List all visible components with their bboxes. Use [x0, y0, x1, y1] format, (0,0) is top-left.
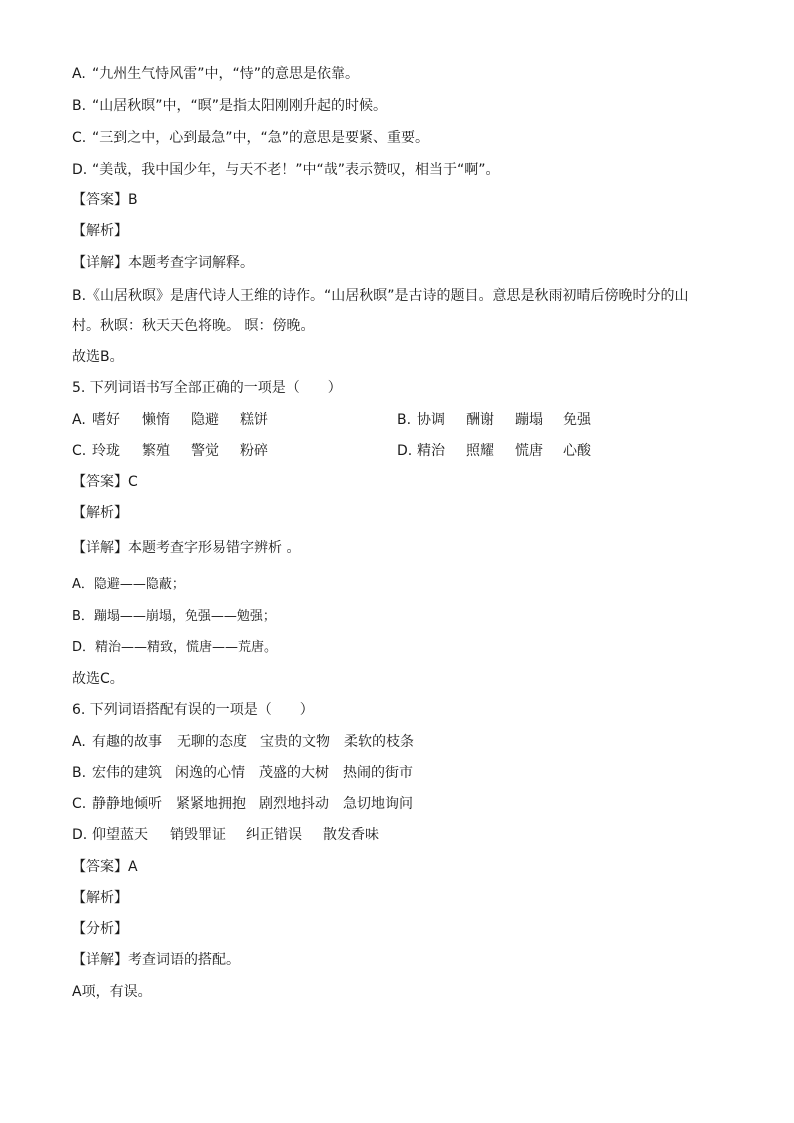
option-word: 心酸 [563, 443, 591, 459]
q5-options-row-2 [0, 441, 794, 461]
option-word: 免强 [563, 412, 591, 428]
q5-detail: 【详解】本题考查字形易错字辨析 。 [72, 540, 301, 556]
option-word: 纠正错误 [246, 827, 302, 843]
q6-option-a [0, 732, 794, 752]
q5-conclusion: 故选C。 [72, 671, 124, 687]
q5-correction-d: D．精治——精致，慌唐——荒唐。 [72, 640, 278, 655]
option-text: “山居秋暝”中，“暝”是指太阳刚刚升起的时候。 [92, 98, 388, 114]
q6-analysis-heading: 【解析】 [72, 890, 128, 906]
option-label: A. [72, 734, 86, 750]
option-text: “九州生气恃风雷”中，“恃”的意思是依靠。 [92, 66, 360, 82]
option-word: 销毁罪证 [170, 827, 226, 843]
option-label: A. [72, 66, 86, 82]
option-word: 仰望蓝天 [92, 827, 148, 843]
option-word: 照耀 [466, 443, 494, 459]
q5-correction-b: B．蹦塌——崩塌，免强——勉强； [72, 609, 276, 624]
option-word: 懒惰 [142, 412, 170, 428]
option-word: 柔软的枝条 [344, 734, 414, 750]
q6-answer: 【答案】A [72, 859, 138, 875]
q6-conclusion: A项，有误。 [72, 984, 152, 1000]
option-label: C. [72, 796, 87, 812]
option-word: 静静地倾听 [92, 796, 162, 812]
option-word: 急切地询问 [343, 796, 413, 812]
q6-option-b [0, 763, 794, 783]
q4-option-b [72, 96, 387, 116]
option-word: 无聊的态度 [177, 734, 247, 750]
q6-option-d [0, 825, 794, 845]
option-label: D. [72, 827, 88, 843]
option-label: B. [397, 412, 412, 428]
q5-answer: 【答案】C [72, 474, 138, 490]
option-word: 隐避 [191, 412, 219, 428]
q5-stem: 5. 下列词语书写全部正确的一项是（ ） [72, 380, 342, 396]
option-word: 酬谢 [466, 412, 494, 428]
q4-option-d [72, 160, 500, 180]
q4-answer: 【答案】B [72, 192, 138, 208]
option-word: 宏伟的建筑 [92, 765, 162, 781]
option-label: C. [72, 130, 87, 146]
option-word: 慌唐 [515, 443, 543, 459]
option-label: B. [72, 98, 87, 114]
q4-explain-line-1: B.《山居秋暝》是唐代诗人王维的诗作。“山居秋暝”是古诗的题目。意思是秋雨初晴后傍晚时分的山 [72, 288, 689, 304]
option-word: 繁殖 [142, 443, 170, 459]
option-word: 紧紧地拥抱 [176, 796, 246, 812]
option-text: “美哉，我中国少年，与天不老！”中“哉”表示赞叹，相当于“啊”。 [92, 162, 500, 178]
option-word: 剧烈地抖动 [259, 796, 329, 812]
option-label: C. [72, 443, 87, 459]
q4-option-a [72, 64, 359, 84]
q6-analysis-sub: 【分析】 [72, 921, 128, 937]
option-label: B. [72, 765, 87, 781]
q6-option-c [0, 794, 794, 814]
option-word: 有趣的故事 [92, 734, 162, 750]
option-label: A. [72, 412, 86, 428]
q6-stem: 6. 下列词语搭配有误的一项是（ ） [72, 702, 314, 718]
option-word: 糕饼 [240, 412, 268, 428]
q5-correction-a: A．隐避——隐蔽； [72, 577, 185, 592]
option-word: 闲逸的心情 [175, 765, 245, 781]
option-word: 热闹的街市 [343, 765, 413, 781]
option-word: 警觉 [191, 443, 219, 459]
option-word: 宝贵的文物 [260, 734, 330, 750]
option-word: 精治 [417, 443, 445, 459]
q5-options-row-1 [0, 410, 794, 430]
option-word: 协调 [417, 412, 445, 428]
option-text: “三到之中，心到最急”中，“急”的意思是要紧、重要。 [92, 130, 430, 146]
option-word: 散发香味 [323, 827, 379, 843]
option-word: 嗜好 [92, 412, 120, 428]
option-word: 蹦塌 [515, 412, 543, 428]
q4-detail: 【详解】本题考查字词解释。 [72, 255, 254, 271]
q4-explain-line-2: 村。秋暝：秋天天色将晚。 暝：傍晚。 [72, 318, 315, 334]
option-word: 茂盛的大树 [259, 765, 329, 781]
option-label: D. [397, 443, 413, 459]
option-word: 粉碎 [240, 443, 268, 459]
option-label: D. [72, 162, 88, 178]
option-word: 玲珑 [92, 443, 120, 459]
q4-option-c [72, 128, 429, 148]
q4-analysis-heading: 【解析】 [72, 223, 128, 239]
q6-detail: 【详解】考查词语的搭配。 [72, 952, 240, 968]
q4-conclusion: 故选B。 [72, 349, 124, 365]
q5-analysis-heading: 【解析】 [72, 505, 128, 521]
